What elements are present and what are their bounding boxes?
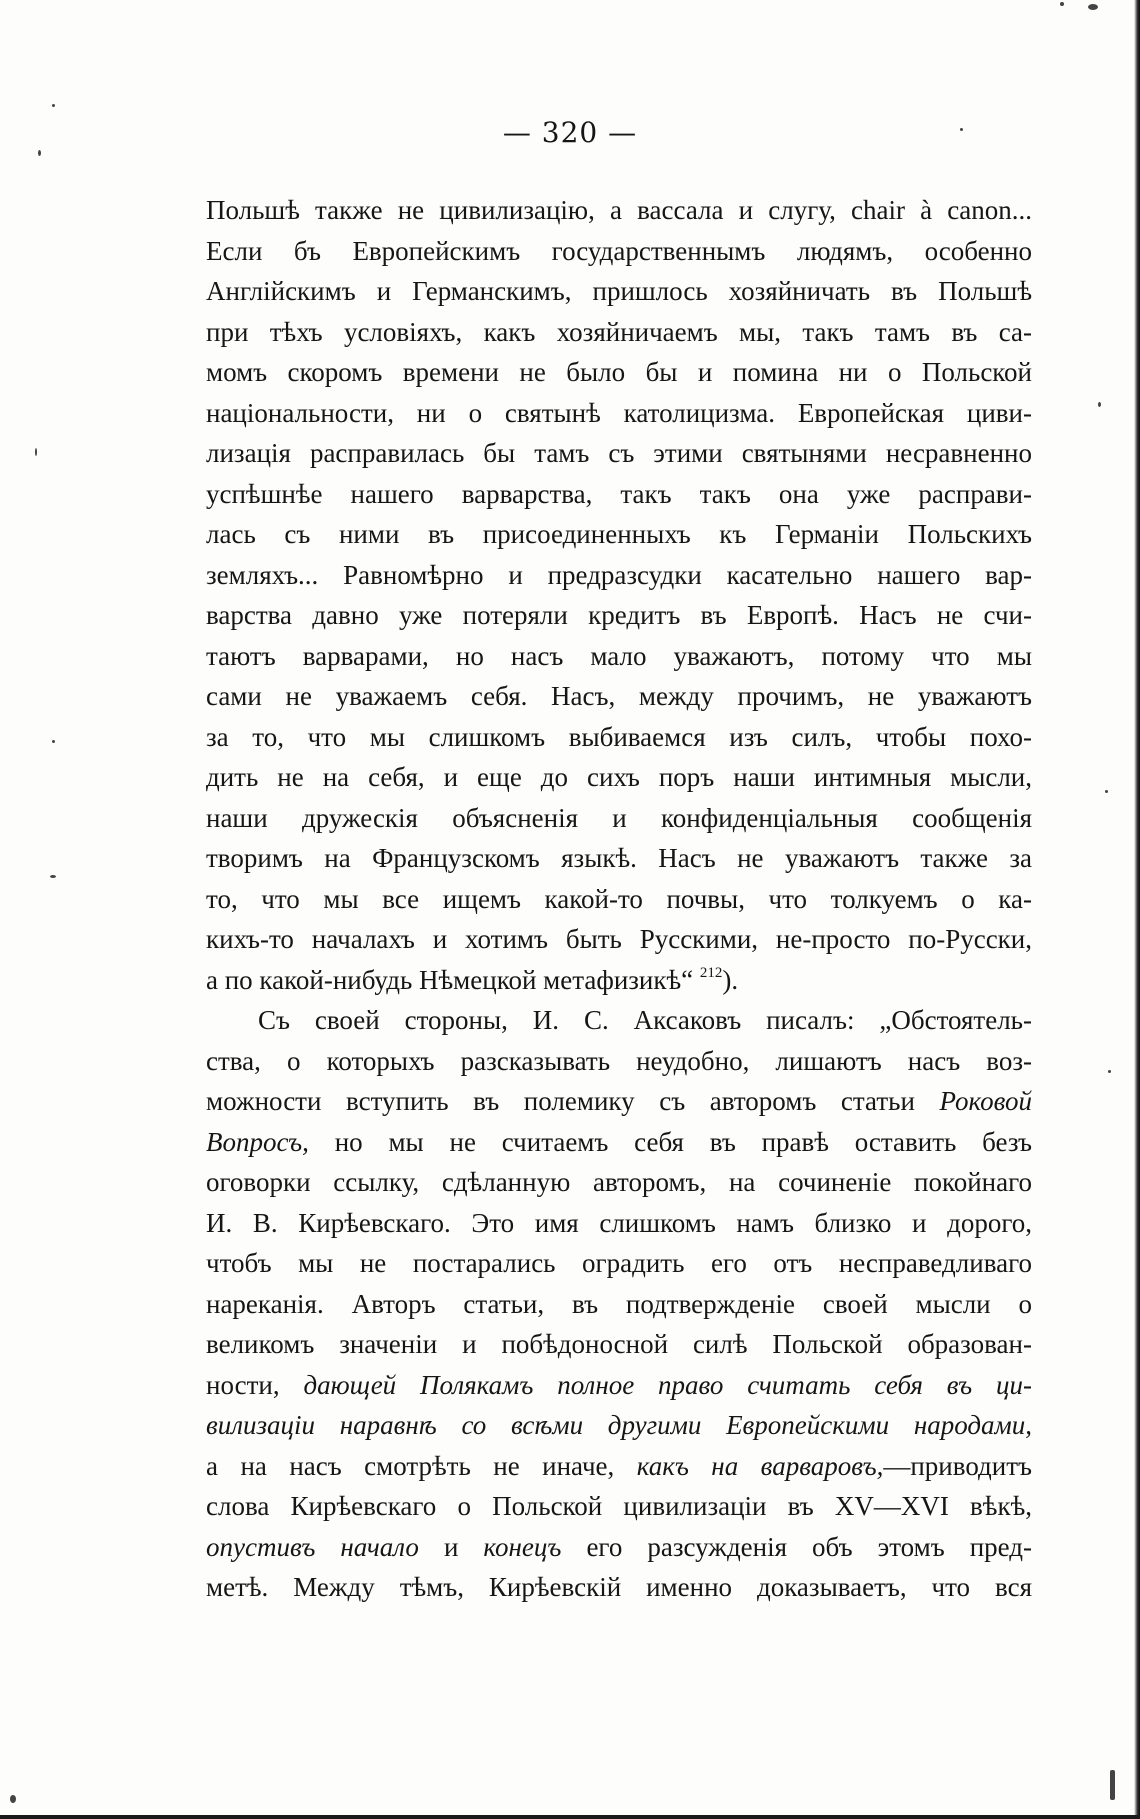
text-line [206, 1527, 1032, 1568]
text-line: то, что мы все ищемъ какой-то почвы, что толкуемъ о ка- [206, 883, 1032, 914]
scan-edge-shadow [1134, 0, 1140, 1819]
italic-phrase: опустивъ начало [206, 1531, 419, 1562]
text-line: чтобъ мы не постарались оградить его отъ несправедливаго [206, 1248, 1032, 1278]
scan-speck [1108, 1070, 1111, 1073]
italic-title: Роковой [939, 1086, 1032, 1116]
text-fragment: —приводитъ [883, 1450, 1032, 1481]
scan-speck [1110, 1770, 1115, 1800]
scan-edge-bottom [0, 1815, 1140, 1819]
text-line: таютъ варварами, но насъ мало уважаютъ, потому что мы [206, 640, 1032, 671]
scan-speck [1060, 2, 1064, 6]
text-fragment: можности вступить въ полемику съ авторомъ статьи [206, 1086, 915, 1116]
text-fragment: его разсужденія объ этомъ пред- [586, 1531, 1033, 1562]
scan-speck [50, 875, 56, 878]
text-fragment: ности, [206, 1369, 280, 1400]
text-line: Польшѣ также не цивилизацію, а вассала и слугу, chair à canon... [206, 195, 1032, 225]
text-line-paragraph-start: Съ своей стороны, И. С. Аксаковъ писалъ: „Обстоятель- [258, 1005, 1032, 1035]
text-line: наши дружескія объясненія и конфиденціальныя сообщенія [206, 802, 1032, 833]
scan-speck [1105, 790, 1108, 793]
italic-phrase: конецъ [483, 1531, 562, 1562]
text-line: метѣ. Между тѣмъ, Кирѣевскій именно доказываетъ, что вся [206, 1572, 1032, 1602]
text-line: варства давно уже потеряли кредитъ въ Европѣ. Насъ не счи- [206, 600, 1032, 630]
text-line: лизація расправилась бы тамъ съ этими святынями несравненно [206, 438, 1032, 468]
page-number: — 320 — [502, 116, 638, 149]
text-line: слова Кирѣевскаго о Польской цивилизаціи въ XV—XVI вѣкѣ, [206, 1491, 1032, 1521]
scan-speck [1088, 4, 1098, 10]
text-line: земляхъ... Равномѣрно и предразсудки касательно нашего вар- [206, 559, 1032, 590]
footnote-reference: 212 [699, 964, 723, 981]
italic-quote: дающей Полякамъ полное право считать себя въ ци- [303, 1369, 1032, 1400]
text-fragment: и [443, 1531, 459, 1562]
scan-speck [52, 104, 55, 107]
text-fragment: а по какой-нибудь Нѣмецкой метафизикѣ“ [206, 964, 694, 995]
text-line: при тѣхъ условіяхъ, какъ хозяйничаемъ мы, такъ тамъ въ са- [206, 316, 1032, 347]
text-line: лась съ ними въ присоединенныхъ къ Германіи Польскихъ [206, 519, 1032, 549]
text-line [206, 1446, 1032, 1487]
text-line: ства, о которыхъ разсказывать неудобно, лишаютъ насъ воз- [206, 1045, 1032, 1076]
text-line: національности, ни о святынѣ католицизма. Европейская циви- [206, 397, 1032, 428]
text-line: оговорки ссылку, сдѣланную авторомъ, на сочиненіе покойнаго [206, 1167, 1032, 1197]
text-line: успѣшнѣе нашего варварства, такъ такъ она уже расправи- [206, 478, 1032, 509]
text-line: И. В. Кирѣевскаго. Это имя слишкомъ намъ близко и дорого, [206, 1207, 1032, 1238]
scan-speck [38, 150, 41, 156]
text-line [206, 1122, 1032, 1163]
text-line: великомъ значеніи и побѣдоносной силѣ Польской образован- [206, 1329, 1032, 1359]
text-line: момъ скоромъ времени не было бы и помина ни о Польской [206, 357, 1032, 387]
text-fragment: но мы не считаемъ себя въ правѣ оставить безъ [334, 1126, 1033, 1157]
text-fragment: ). [722, 964, 739, 995]
text-line-italic: вилизаціи наравнѣ со всѣми другими Европейскими народами, [206, 1410, 1032, 1440]
text-line: Англійскимъ и Германскимъ, пришлось хозяйничать въ Польшѣ [206, 276, 1032, 306]
text-line: творимъ на Французскомъ языкѣ. Насъ не уважаютъ также за [206, 843, 1032, 873]
text-line: сами не уважаемъ себя. Насъ, между прочимъ, не уважаютъ [206, 681, 1032, 711]
scan-speck [35, 448, 37, 456]
italic-title: Вопросъ, [206, 1126, 309, 1157]
text-line [206, 1365, 1032, 1406]
scan-speck [10, 1795, 16, 1803]
body-text [206, 190, 1032, 1608]
text-line: Если бъ Европейскимъ государственнымъ людямъ, особенно [206, 235, 1032, 266]
text-line [206, 1081, 1032, 1122]
scan-speck [52, 740, 55, 743]
text-line: кихъ-то началахъ и хотимъ быть Русскими, не-просто по-Русски, [206, 924, 1032, 954]
scan-speck [960, 128, 963, 131]
text-line-paragraph-end [206, 960, 1032, 1001]
scan-speck [1098, 402, 1101, 407]
italic-quote: какъ на варваровъ, [636, 1450, 884, 1481]
text-fragment: а на насъ смотрѣть не иначе, [206, 1450, 615, 1481]
text-line: за то, что мы слишкомъ выбиваемся изъ силъ, чтобы похо- [206, 721, 1032, 752]
text-line: нареканія. Авторъ статьи, въ подтвержденіе своей мысли о [206, 1288, 1032, 1319]
text-line: дить не на себя, и еще до сихъ поръ наши интимныя мысли, [206, 762, 1032, 792]
